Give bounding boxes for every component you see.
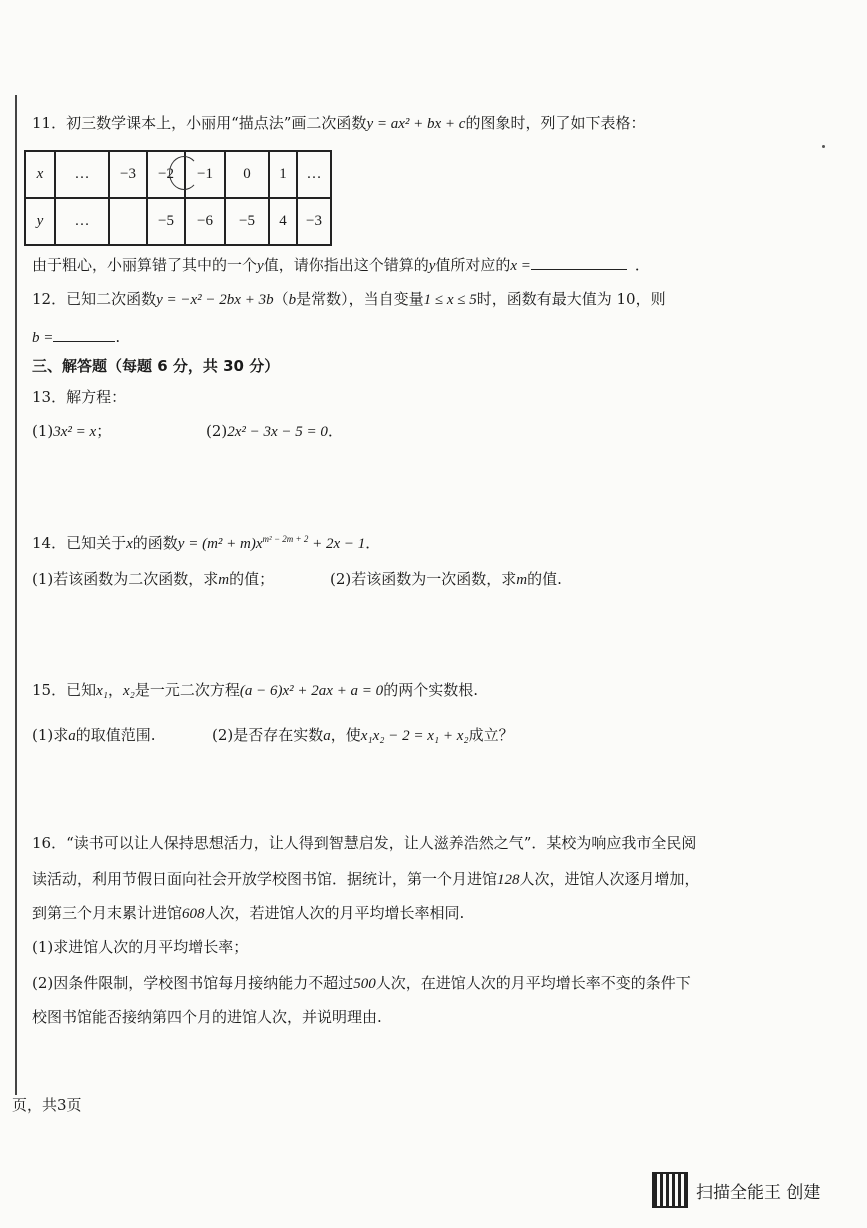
question-text: 已知二次函数 (66, 290, 157, 308)
formula: 3x² = x (53, 424, 97, 440)
qr-code-icon (652, 1172, 688, 1208)
table-cell: 0 (225, 151, 269, 198)
variable: a (68, 728, 76, 744)
table-cell: −1 (185, 151, 225, 198)
question-number: 11． (32, 114, 67, 132)
question-text: (2)若该函数为一次函数，求 (330, 570, 517, 588)
question-15-part1 (32, 724, 156, 747)
variable: b = (32, 330, 54, 346)
question-text: 初三数学课本上，小丽用“描点法”画二次函数 (66, 114, 367, 132)
question-text: (1)若该函数为二次函数，求 (32, 570, 219, 588)
question-text: 的值； (229, 570, 275, 588)
formula: y = −x² − 2bx + 3b (156, 292, 274, 308)
question-13 (32, 386, 126, 408)
question-number: 12． (32, 290, 67, 308)
punctuation: ． (634, 256, 650, 274)
question-text: 的图象时，列了如下表格： (465, 114, 646, 132)
punctuation: . (115, 328, 121, 346)
question-text: 是常数），当自变量 (296, 290, 424, 308)
table-cell: y (25, 198, 55, 245)
answer-blank[interactable] (531, 254, 627, 270)
variable: x₂ (123, 683, 135, 699)
question-text: 的值. (527, 570, 562, 588)
table-row-y (25, 198, 331, 245)
variable: m (516, 572, 528, 588)
table-cell: −3 (297, 198, 331, 245)
variable: m (218, 572, 230, 588)
punctuation: ； (96, 422, 112, 440)
question-text: 已知 (66, 681, 97, 699)
question-14 (32, 528, 380, 555)
stray-mark (822, 145, 825, 148)
question-16-line1: 16．“读书可以让人保持思想活力，让人得到智慧启发，让人滋养浩然之气”．某校为响应我市全民阅 (32, 834, 697, 852)
punctuation: ． (365, 534, 381, 552)
question-16-part2-cont: 校图书馆能否接纳第四个月的进馆人次，并说明理由. (32, 1008, 382, 1026)
question-text: (2)是否存在实数 (212, 726, 324, 744)
question-number: 14． (32, 534, 67, 552)
page-footer: 页，共3页 (12, 1096, 82, 1114)
question-13-part2 (206, 420, 343, 443)
table-cell: −5 (147, 198, 185, 245)
question-11-b (32, 254, 650, 277)
formula: y = (m² + m)x (177, 536, 263, 552)
question-text: 已知关于 (66, 534, 127, 552)
question-14-part2 (330, 568, 562, 591)
formula: y = ax² + bx + c (366, 116, 466, 132)
question-13-part1 (32, 420, 111, 443)
table-cell: … (297, 151, 331, 198)
table-cell: … (55, 151, 109, 198)
variable: x₁ (96, 683, 108, 699)
variable: y (257, 258, 264, 274)
question-text: (1)求 (32, 726, 69, 744)
question-16-line2 (32, 868, 700, 891)
part-label: (1) (32, 422, 54, 440)
variable: x (126, 536, 133, 552)
question-11 (32, 112, 645, 135)
scanner-watermark (652, 1172, 820, 1208)
question-14-part1 (32, 568, 274, 591)
question-text: 是一元二次方程 (134, 681, 240, 699)
question-text: 人次，在进馆人次的月平均增长率不变的条件下 (375, 974, 691, 992)
question-12 (32, 288, 666, 311)
question-text: 由于粗心，小丽算错了其中的一个 (32, 256, 258, 274)
table-cell: −6 (185, 198, 225, 245)
punctuation: ． (327, 422, 343, 440)
question-16-line3 (32, 902, 464, 925)
formula: 1 ≤ x ≤ 5 (423, 292, 477, 308)
question-16-part2 (32, 972, 691, 995)
question-number: 15． (32, 681, 67, 699)
section-title: 三、解答题（每题 6 分，共 30 分） (32, 357, 280, 375)
formula: + 2x − 1 (308, 536, 366, 552)
answer-blank[interactable] (53, 326, 115, 342)
question-text: 值，请你指出这个错算的 (263, 256, 429, 274)
question-16-part1: (1)求进馆人次的月平均增长率； (32, 938, 249, 956)
table-cell: x (25, 151, 55, 198)
number: 500 (353, 976, 376, 992)
question-text: 成立？ (468, 726, 514, 744)
question-text: 人次，进馆人次逐月增加， (519, 870, 700, 888)
question-text: （ (273, 290, 289, 308)
question-15 (32, 679, 478, 702)
question-text: ，使 (330, 726, 361, 744)
margin-line (15, 95, 17, 1095)
scanner-text: 扫描全能王 创建 (696, 1182, 821, 1203)
question-12-answer (32, 326, 120, 349)
question-text: 解方程： (66, 388, 127, 406)
question-text: 的取值范围. (75, 726, 156, 744)
variable: x = (510, 258, 531, 274)
question-number: 13． (32, 388, 67, 406)
question-text: 时，函数有最大值为 10，则 (476, 290, 666, 308)
formula: x₁x₂ − 2 = x₁ + x₂ (360, 728, 469, 744)
part-label: (2) (206, 422, 228, 440)
question-text: 到第三个月末累计进馆 (32, 904, 183, 922)
punctuation: ， (107, 681, 123, 699)
table-cell: −5 (225, 198, 269, 245)
table-cell: 1 (269, 151, 297, 198)
number: 608 (182, 906, 205, 922)
table-cell: −3 (109, 151, 147, 198)
question-text: 人次，若进馆人次的月平均增长率相同. (204, 904, 465, 922)
variable: a (323, 728, 331, 744)
formula: (a − 6)x² + 2ax + a = 0 (239, 683, 384, 699)
question-15-part2 (212, 724, 514, 747)
number: 128 (497, 872, 520, 888)
formula: 2x² − 3x − 5 = 0 (227, 424, 328, 440)
question-text: 的两个实数根. (383, 681, 478, 699)
question-text: 值所对应的 (435, 256, 511, 274)
question-text: 读活动，利用节假日面向社会开放学校图书馆．据统计，第一个月进馆 (32, 870, 498, 888)
exponent: m² − 2m + 2 (262, 534, 309, 544)
table-cell: … (55, 198, 109, 245)
question-text: 的函数 (132, 534, 178, 552)
table-cell: 4 (269, 198, 297, 245)
variable: y (428, 258, 436, 274)
variable: b (288, 292, 297, 308)
question-text: (2)因条件限制，学校图书馆每月接纳能力不超过 (32, 974, 354, 992)
handwritten-circle (169, 156, 199, 190)
table-cell (109, 198, 147, 245)
table-cell: −2 (147, 151, 185, 198)
